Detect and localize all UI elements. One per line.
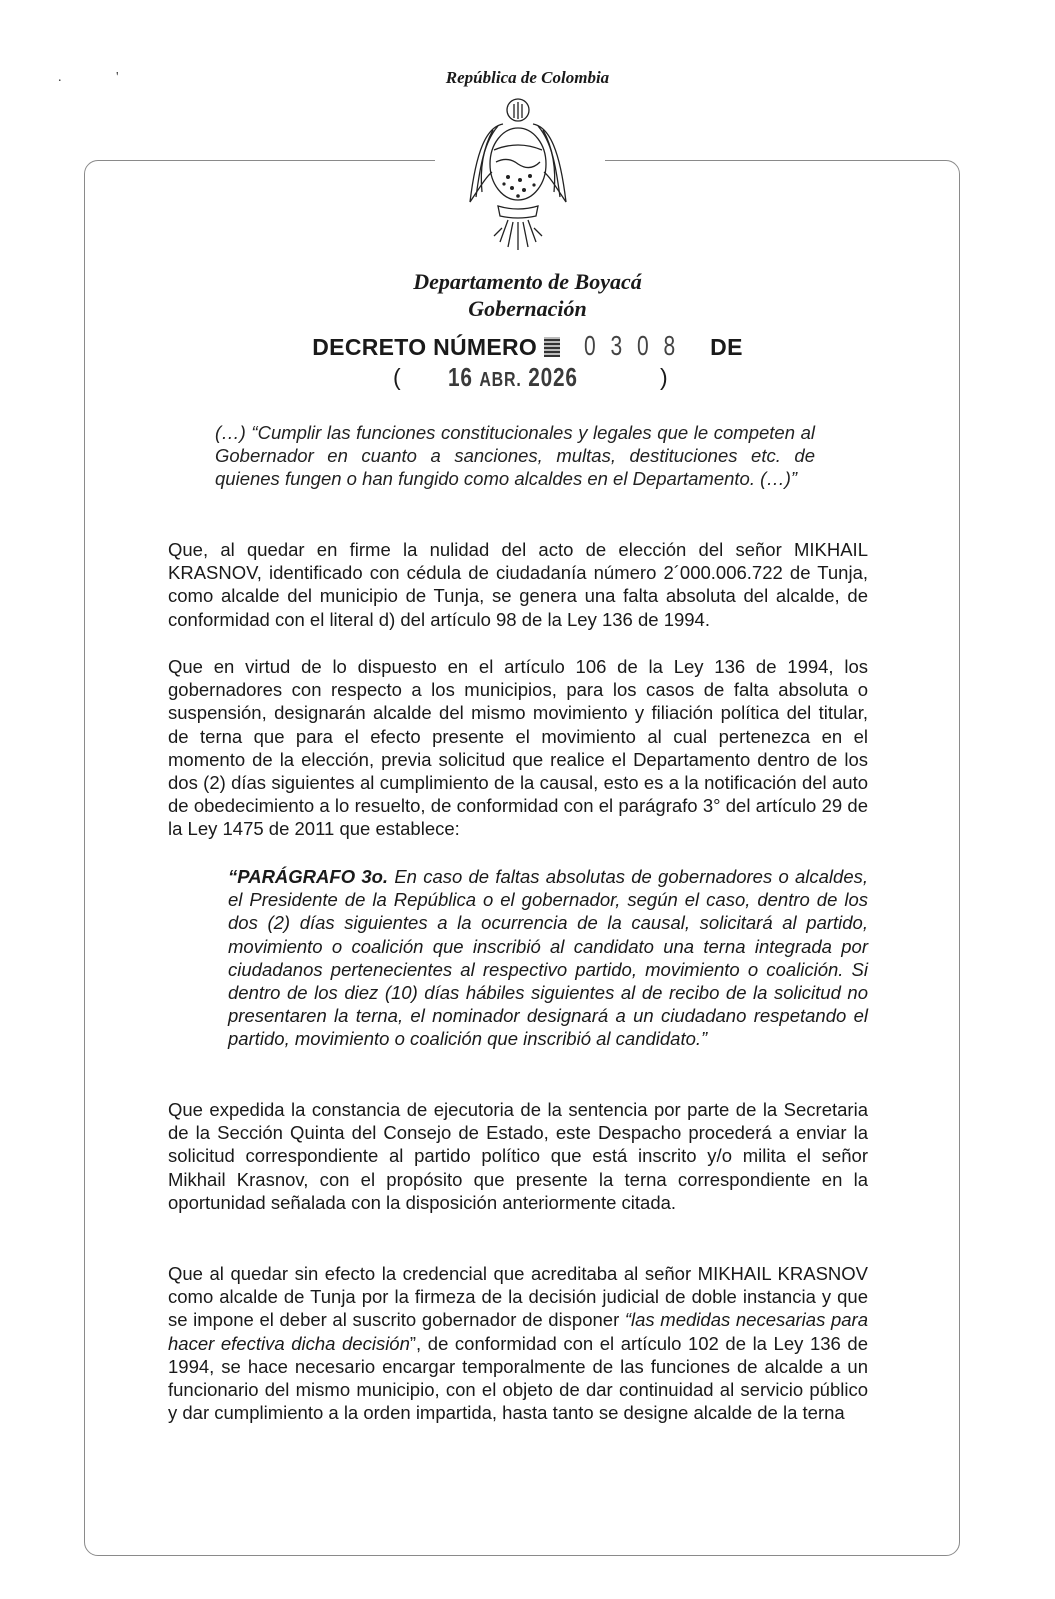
quoted-function-text: (…) “Cumplir las funciones constitucionales y legales que le competen al Gobernador en cuanto a sanciones, multas, destituciones etc. de quienes fungen o han fungido como alcaldes en el Departamento. (…)” (215, 422, 815, 489)
paragraph-credential (168, 1262, 868, 1424)
office-name: Gobernación (468, 296, 587, 321)
paragraph-nullity: Que, al quedar en firme la nulidad del acto de elección del señor MIKHAIL KRASNOV, identificado con cédula de ciudadanía número 2´000.006.722 de Tunja, como alcalde del municipio de Tunja, se genera una falta absoluta del alcalde, de conformidad con el literal d) del artículo 98 de la Ley 136 de 1994. (168, 539, 868, 630)
stamp-mark-icon (544, 337, 560, 357)
department-heading (0, 268, 1055, 322)
legal-citation-paragrafo (228, 865, 868, 1051)
paragraph-ejecutoria: Que expedida la constancia de ejecutoria de la sentencia por parte de la Secretaria de la Sección Quinta del Consejo de Estado, este Despacho procederá a enviar la solicitud correspondiente al partido político que está inscrito y/o milita el señor Mikhail Krasnov, con el propósito que presente la terna correspondiente en la oportunidad señalada con la disposición anteriormente citada. (168, 1099, 868, 1213)
paren-close: ) (660, 364, 668, 390)
paragraph-credential-start: Que al quedar sin efecto la credencial que acreditaba al señor MIKHAIL KRASNOV como alcalde de Tunja por la firmeza de la decisión judicial de doble instancia y que se impone el deber al suscrito gobernador de disponer (168, 1263, 868, 1331)
coat-of-arms-icon (458, 92, 578, 252)
legal-citation-text: En caso de faltas absolutas de gobernadores o alcaldes, el Presidente de la República o el gobernador, según el caso, dentro de los dos (2) días siguientes a la ocurrencia de la causal, solicitará al partido, movimiento o coalición que inscribió al candidato una terna integrada por ciudadanos pertenecientes al respectivo partido, movimiento o coalición. Si dentro de los diez (10) días hábiles siguientes al de recibo de la solicitud no presentaren la terna, el nominador designará a un ciudadano respetando el partido, movimiento o coalición que inscribió al candidato.” (228, 866, 868, 1050)
decree-suffix: DE (710, 334, 743, 360)
decree-date-line (0, 362, 1055, 396)
department-name: Departamento de Boyacá (413, 269, 642, 294)
date-stamp (448, 362, 578, 393)
country-heading: República de Colombia (445, 68, 610, 87)
decree-number-line (0, 330, 1055, 362)
decree-label: DECRETO NÚMERO (312, 334, 538, 360)
paren-open: ( (393, 364, 401, 390)
scan-mark: . (58, 70, 62, 85)
paragraph-article-106: Que en virtud de lo dispuesto en el artículo 106 de la Ley 136 de 1994, los gobernadores con respecto a los municipios, para los casos de falta absoluta o suspensión, designarán alcalde del mismo movimiento y filiación política del titular, de terna que para el efecto presente el movimiento al cual pertenezca en el momento de la elección, previa solicitud que realice el Departamento dentro de los dos (2) días siguientes al cumplimiento de la causal, esto es a la notificación del auto de obedecimiento a lo resuelto, de conformidad con el parágrafo 3° del artículo 29 de la Ley 1475 de 2011 que establece: (168, 656, 868, 840)
date-day: 16 (448, 362, 473, 392)
legal-citation-heading: “PARÁGRAFO 3o. (228, 866, 389, 887)
date-year: 2026 (528, 362, 578, 392)
paragraph-credential-end: ”, de conformidad con el artículo 102 de la Ley 136 de 1994, se hace necesario encargar temporalmente de las funciones de alcalde a un funcionario del mismo municipio, con el objeto de dar continuidad al servicio público y dar cumplimiento a la orden impartida, hasta tanto se designe alcalde de la terna (168, 1332, 868, 1424)
date-month: ABR. (479, 369, 522, 391)
paragraph-credential-quote: “las medidas necesarias para hacer efectiva dicha decisión (168, 1309, 868, 1354)
decree-number: 0 3 0 8 (583, 330, 680, 361)
scan-mark: ' (116, 70, 119, 85)
